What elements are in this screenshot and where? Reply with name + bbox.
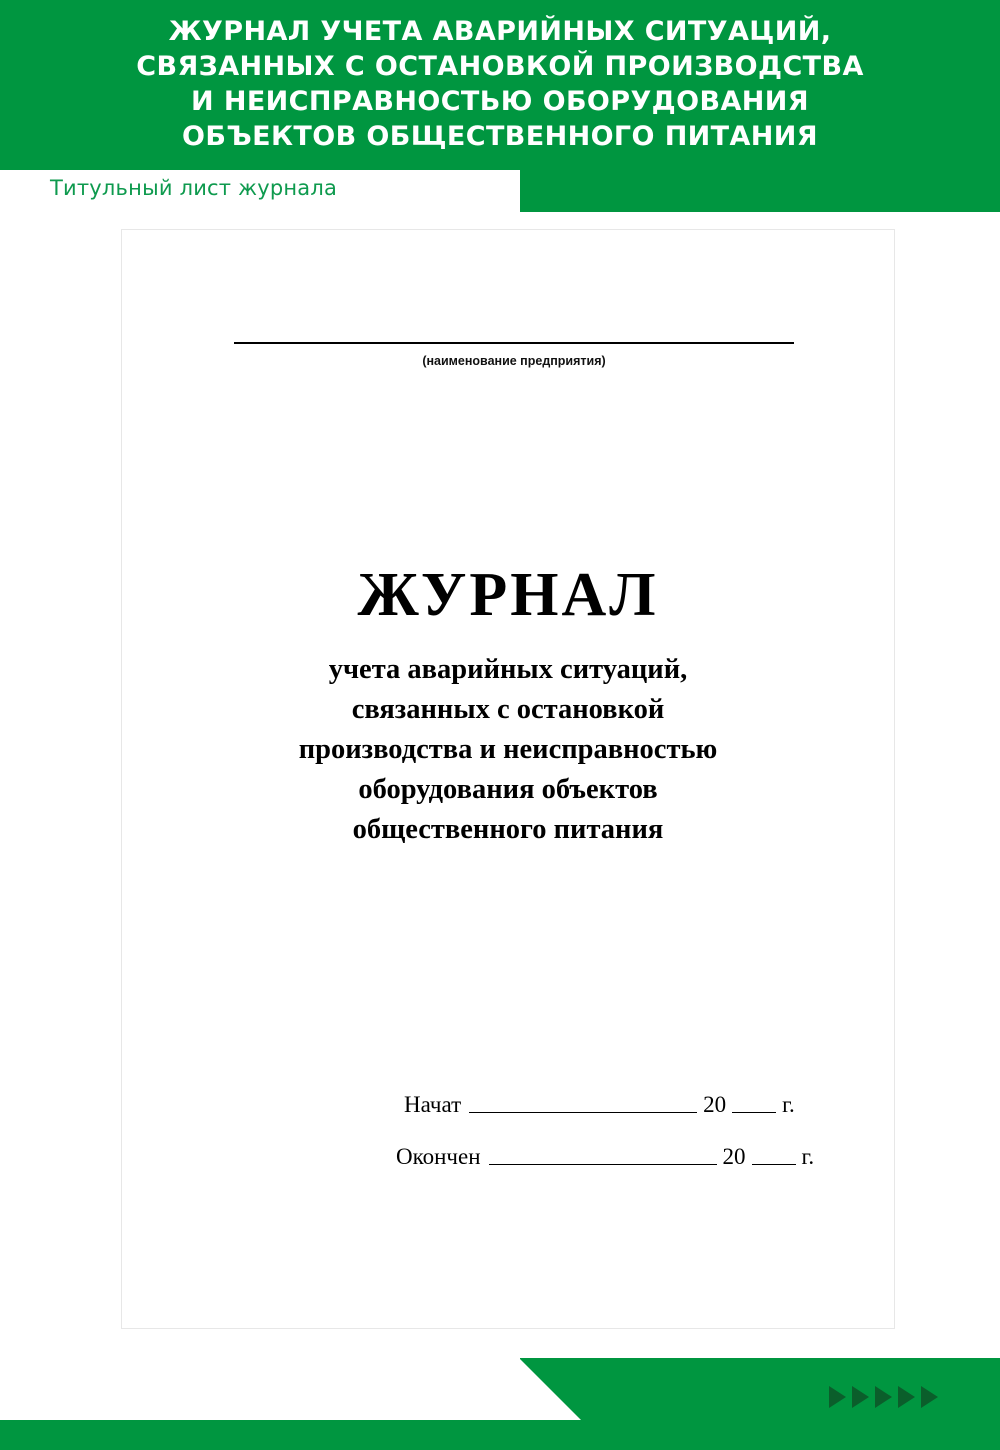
enterprise-name-blank [234,342,794,344]
page-title-line-2: СВЯЗАННЫХ С ОСТАНОВКОЙ ПРОИЗВОДСТВА [136,51,864,82]
start-date-year-suffix: г. [782,1092,795,1117]
journal-subheading-line-5: общественного питания [352,814,664,845]
footer-arrows [829,1386,938,1408]
start-date-year-prefix: 20 [703,1092,727,1117]
footer-notch-bevel [519,1358,581,1420]
chevron-right-icon [875,1386,892,1408]
end-date-row [122,1144,894,1170]
chevron-right-icon [852,1386,869,1408]
end-date-year-blank [752,1164,796,1165]
start-date-year-blank [732,1112,776,1113]
document-sheet [122,230,894,1328]
page-title-line-4: ОБЪЕКТОВ ОБЩЕСТВЕННОГО ПИТАНИЯ [182,121,818,152]
end-date-year-suffix: г. [801,1144,815,1169]
subtitle-label: Титульный лист журнала [50,176,338,200]
start-date-blank [469,1112,697,1113]
page-title-line-3: И НЕИСПРАВНОСТЬЮ ОБОРУДОВАНИЯ [191,86,809,117]
end-date-blank [489,1164,717,1165]
footer-notch [0,1358,520,1420]
end-date-label: Окончен [396,1144,481,1169]
start-date-label: Начат [404,1092,462,1117]
chevron-right-icon [829,1386,846,1408]
journal-subheading-line-3: производства и неисправностью [298,734,718,765]
subtitle-ribbon-bevel [455,170,517,212]
header-banner [0,0,1000,212]
journal-subheading-line-1: учета аварийных ситуаций, [328,654,688,685]
journal-subheading-line-4: оборудования объектов [358,774,658,805]
page-title [0,14,1000,154]
start-date-row [122,1092,894,1118]
journal-subheading-line-2: связанных с остановкой [351,694,665,725]
chevron-right-icon [898,1386,915,1408]
end-date-year-prefix: 20 [722,1144,746,1169]
page-title-line-1: ЖУРНАЛ УЧЕТА АВАРИЙНЫХ СИТУАЦИЙ, [168,16,832,47]
journal-heading: ЖУРНАЛ [357,561,659,629]
date-fields [122,1092,894,1196]
enterprise-name-caption: (наименование предприятия) [422,354,606,368]
chevron-right-icon [921,1386,938,1408]
journal-subheading [178,650,838,850]
